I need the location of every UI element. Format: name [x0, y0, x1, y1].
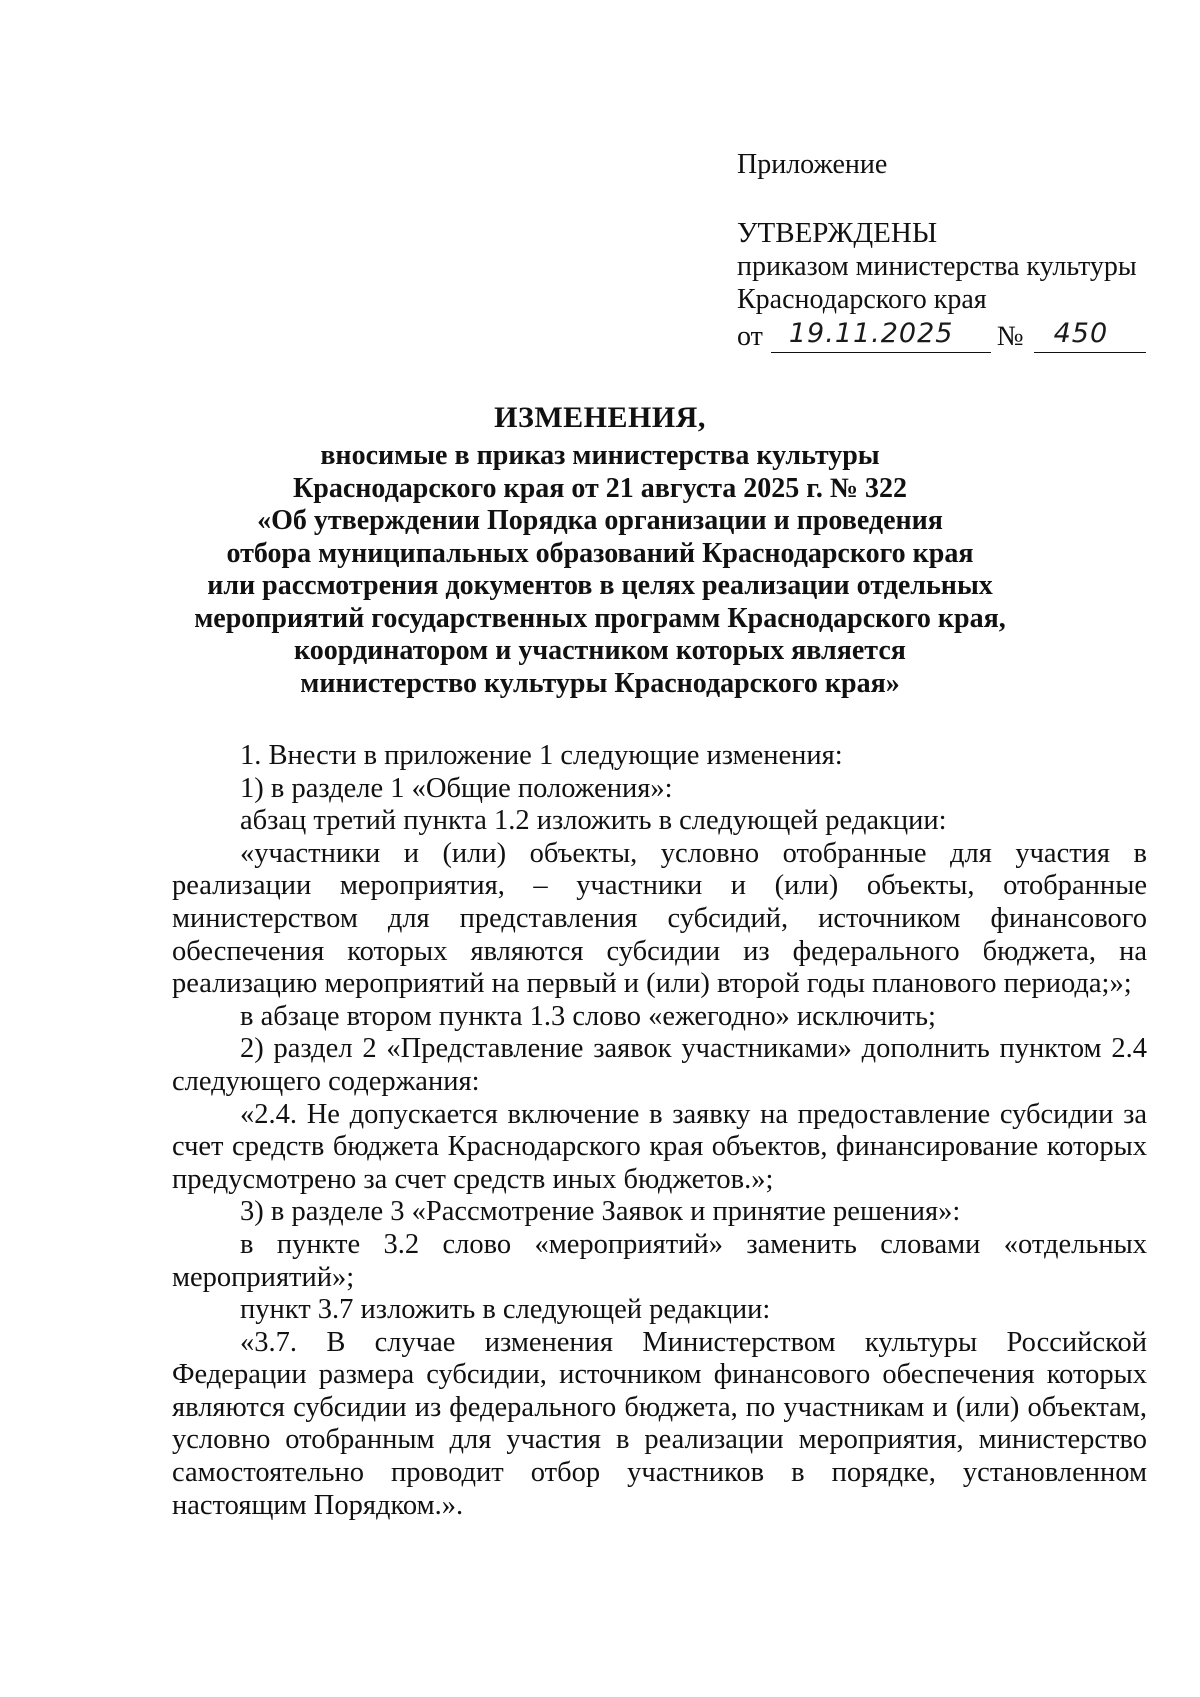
- approval-line-1: приказом министерства культуры: [737, 251, 1137, 282]
- title-line: координатором и участником которых является: [294, 635, 906, 666]
- title-line: Краснодарского края от 21 августа 2025 г. № 322: [292, 472, 907, 504]
- body-paragraph: «3.7. В случае изменения Министерством культуры Российской Федерации размера субсидии, источником финансового обеспечения которых являются субсидии из федерального бюджета, по участникам и (или) объектам, условно отобранным для участия в реализации мероприятия, министерство самостоятельно проводит отбор участников в порядке, установленном настоящим Порядком.».: [172, 1326, 1147, 1521]
- number-label: №: [996, 321, 1024, 352]
- document-body: [172, 740, 1147, 1522]
- body-paragraph: «2.4. Не допускается включение в заявку на предоставление субсидии за счет средств бюджета Краснодарского края объектов, финансирование которых предусмотрено за счет средств иных бюджетов.»;: [172, 1098, 1147, 1195]
- body-paragraph: 3) в разделе 3 «Рассмотрение Заявок и принятие решения»:: [240, 1196, 961, 1228]
- approval-block: [737, 148, 1157, 356]
- body-paragraph: 1. Внести в приложение 1 следующие изменения:: [240, 740, 843, 771]
- handwritten-number: 450: [1053, 318, 1109, 349]
- date-field: [771, 318, 991, 353]
- handwritten-date: 19.11.2025: [788, 318, 954, 349]
- body-paragraph: 1) в разделе 1 «Общие положения»:: [240, 772, 673, 804]
- date-number-line: [737, 320, 1157, 356]
- document-title: [150, 400, 1050, 700]
- body-paragraph: абзац третий пункта 1.2 изложить в следующей редакции:: [240, 805, 947, 837]
- appendix-label: Приложение: [737, 149, 888, 180]
- from-label: от: [737, 321, 763, 352]
- body-paragraph: пункт 3.7 изложить в следующей редакции:: [240, 1294, 771, 1326]
- number-field: [1034, 318, 1146, 353]
- title-line: или рассмотрения документов в целях реализации отдельных: [207, 570, 993, 601]
- title-line: мероприятий государственных программ Краснодарского края,: [194, 602, 1006, 634]
- body-paragraph: «участники и (или) объекты, условно отобранные для участия в реализации мероприятия, – участники и (или) объекты, отобранные министерством для представления субсидий, источником финансового обеспечения которых являются субсидии из федерального бюджета, на реализацию мероприятий на первый и (или) второй годы планового периода;»;: [172, 837, 1147, 1000]
- title-heading: ИЗМЕНЕНИЯ,: [494, 401, 706, 434]
- title-line: «Об утверждении Порядка организации и проведения: [257, 505, 943, 536]
- approval-line-2: Краснодарского края: [737, 284, 987, 315]
- approved-label: УТВЕРЖДЕНЫ: [737, 217, 938, 249]
- body-paragraph: 2) раздел 2 «Представление заявок участниками» дополнить пунктом 2.4 следующего содержания:: [172, 1033, 1147, 1097]
- title-line: министерство культуры Краснодарского края»: [300, 667, 900, 699]
- title-line: вносимые в приказ министерства культуры: [320, 440, 880, 471]
- title-line: отбора муниципальных образований Краснодарского края: [226, 537, 974, 569]
- body-paragraph: в абзаце втором пункта 1.3 слово «ежегодно» исключить;: [240, 1000, 936, 1032]
- body-paragraph: в пункте 3.2 слово «мероприятий» заменить словами «отдельных мероприятий»;: [172, 1228, 1147, 1293]
